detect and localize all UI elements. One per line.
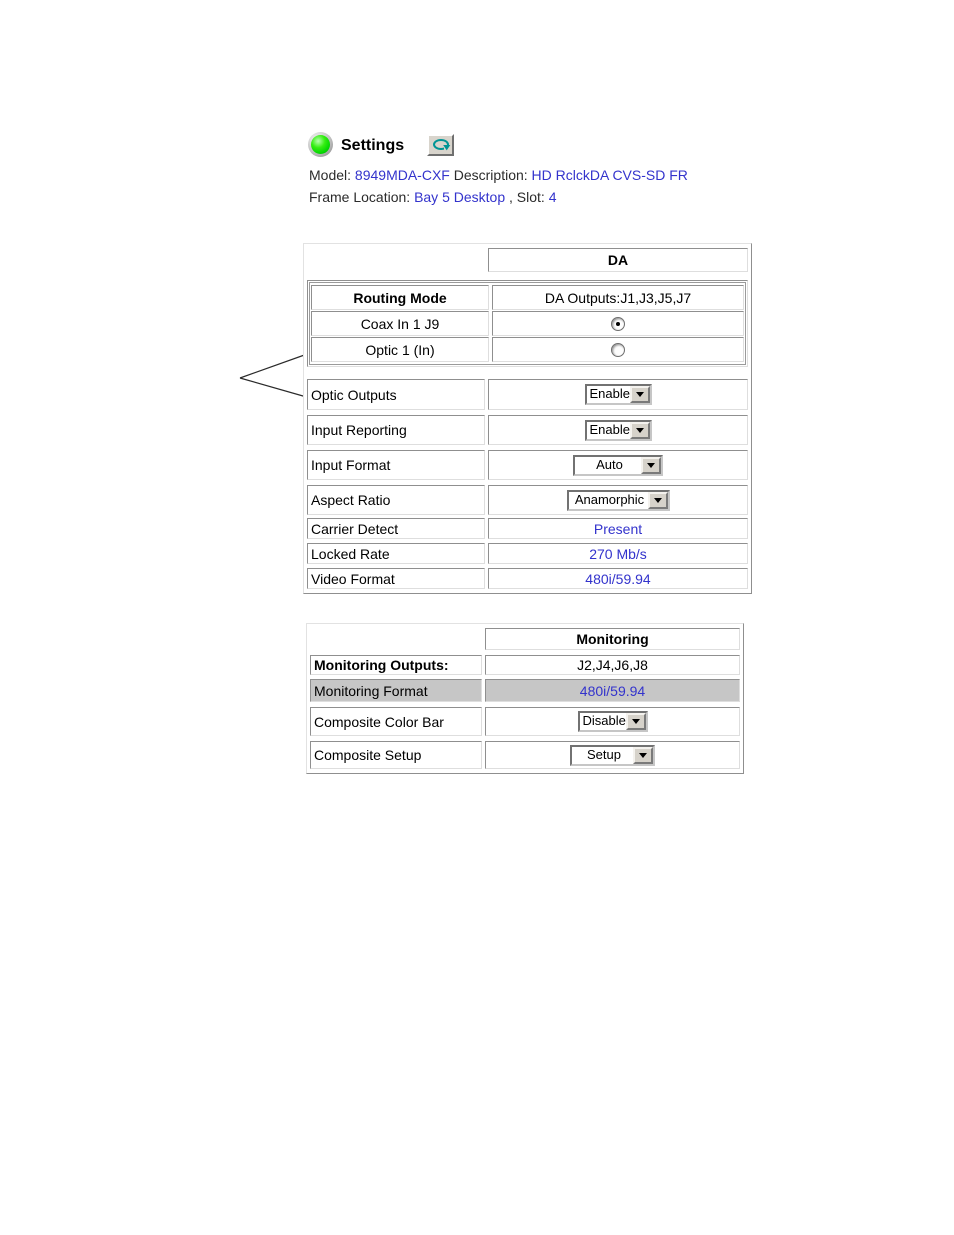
input-reporting-row xyxy=(307,415,748,445)
frame-location-label: Frame Location: xyxy=(309,189,415,205)
monitoring-format-row xyxy=(310,679,740,702)
composite-setup-row xyxy=(310,741,740,769)
radio-coax-in-1-j9[interactable] xyxy=(611,317,625,331)
composite-color-bar-cell xyxy=(485,707,740,736)
monitoring-outputs-label: Monitoring Outputs: xyxy=(310,655,482,675)
monitoring-header-spacer xyxy=(310,628,482,650)
composite-color-bar-select-value: Disable xyxy=(582,713,626,728)
description-value: HD RclckDA CVS-SD FR xyxy=(531,167,688,183)
routing-option-row-optic xyxy=(311,337,744,362)
video-format-label: Video Format xyxy=(307,568,485,589)
input-reporting-cell xyxy=(488,415,748,445)
refresh-button[interactable] xyxy=(427,134,454,156)
locked-rate-label: Locked Rate xyxy=(307,543,485,564)
optic-outputs-select[interactable] xyxy=(585,384,652,405)
da-table xyxy=(303,243,752,594)
model-value: 8949MDA-CXF xyxy=(354,167,450,183)
locked-rate-value: 270 Mb/s xyxy=(488,543,748,564)
input-format-select-value: Auto xyxy=(596,456,623,472)
composite-setup-cell xyxy=(485,741,740,769)
locked-rate-row xyxy=(307,543,748,564)
da-table-title: DA xyxy=(488,248,748,272)
input-reporting-label: Input Reporting xyxy=(307,415,485,445)
routing-option-cell-coax xyxy=(492,311,744,336)
composite-setup-select-value: Setup xyxy=(587,746,621,762)
optic-outputs-row xyxy=(307,379,748,410)
chevron-down-icon[interactable] xyxy=(641,457,661,474)
model-line xyxy=(309,167,688,183)
chevron-down-icon[interactable] xyxy=(630,422,650,439)
input-format-label: Input Format xyxy=(307,450,485,480)
status-led-icon xyxy=(308,132,333,157)
radio-optic-1-in[interactable] xyxy=(611,343,625,357)
refresh-icon xyxy=(431,138,451,152)
routing-mode-label: Routing Mode xyxy=(311,285,489,310)
monitoring-outputs-row xyxy=(310,655,740,675)
routing-option-label-optic: Optic 1 (In) xyxy=(311,337,489,362)
carrier-detect-value: Present xyxy=(488,518,748,539)
video-format-row xyxy=(307,568,748,589)
monitoring-header-row xyxy=(310,628,740,650)
input-format-cell xyxy=(488,450,748,480)
da-header-spacer xyxy=(307,248,485,272)
model-label: Model: xyxy=(309,167,355,183)
chevron-down-icon[interactable] xyxy=(633,747,653,764)
composite-color-bar-row xyxy=(310,707,740,736)
page-title: Settings xyxy=(341,137,405,154)
slot-value: 4 xyxy=(548,189,557,205)
aspect-ratio-select-value: Anamorphic xyxy=(574,491,645,507)
chevron-down-icon[interactable] xyxy=(630,386,650,403)
routing-mode-block xyxy=(307,280,748,367)
frame-location-line xyxy=(309,189,557,205)
monitoring-format-label: Monitoring Format xyxy=(310,679,482,702)
aspect-ratio-select[interactable] xyxy=(567,490,670,511)
aspect-ratio-row xyxy=(307,485,748,515)
composite-color-bar-label: Composite Color Bar xyxy=(310,707,482,736)
routing-mode-header-row xyxy=(311,285,744,310)
aspect-ratio-cell xyxy=(488,485,748,515)
optic-outputs-select-value: Enable xyxy=(589,386,630,401)
routing-mode-value: DA Outputs:J1,J3,J5,J7 xyxy=(492,285,744,310)
input-reporting-select-value: Enable xyxy=(589,421,630,437)
composite-color-bar-select[interactable] xyxy=(578,711,648,732)
monitoring-format-value: 480i/59.94 xyxy=(485,679,740,702)
da-header-row xyxy=(307,248,748,272)
description-label: Description: xyxy=(449,167,532,183)
status-led-green-core xyxy=(311,135,330,154)
chevron-down-icon[interactable] xyxy=(626,713,646,730)
input-format-row xyxy=(307,450,748,480)
routing-mode-table xyxy=(309,282,746,365)
routing-option-row-coax xyxy=(311,311,744,336)
video-format-value: 480i/59.94 xyxy=(488,568,748,589)
optic-outputs-cell xyxy=(488,379,748,410)
optic-outputs-label: Optic Outputs xyxy=(307,379,485,410)
chevron-down-icon[interactable] xyxy=(648,492,668,509)
routing-option-label-coax: Coax In 1 J9 xyxy=(311,311,489,336)
frame-location-value: Bay 5 Desktop xyxy=(414,189,506,205)
composite-setup-select[interactable] xyxy=(570,745,655,766)
monitoring-outputs-value: J2,J4,J6,J8 xyxy=(485,655,740,675)
input-reporting-select[interactable] xyxy=(585,420,652,441)
carrier-detect-row xyxy=(307,518,748,539)
slot-label: , Slot: xyxy=(505,189,549,205)
input-format-select[interactable] xyxy=(573,455,663,476)
monitoring-table xyxy=(306,623,744,774)
routing-option-cell-optic xyxy=(492,337,744,362)
composite-setup-label: Composite Setup xyxy=(310,741,482,769)
carrier-detect-label: Carrier Detect xyxy=(307,518,485,539)
aspect-ratio-label: Aspect Ratio xyxy=(307,485,485,515)
monitoring-table-title: Monitoring xyxy=(485,628,740,650)
